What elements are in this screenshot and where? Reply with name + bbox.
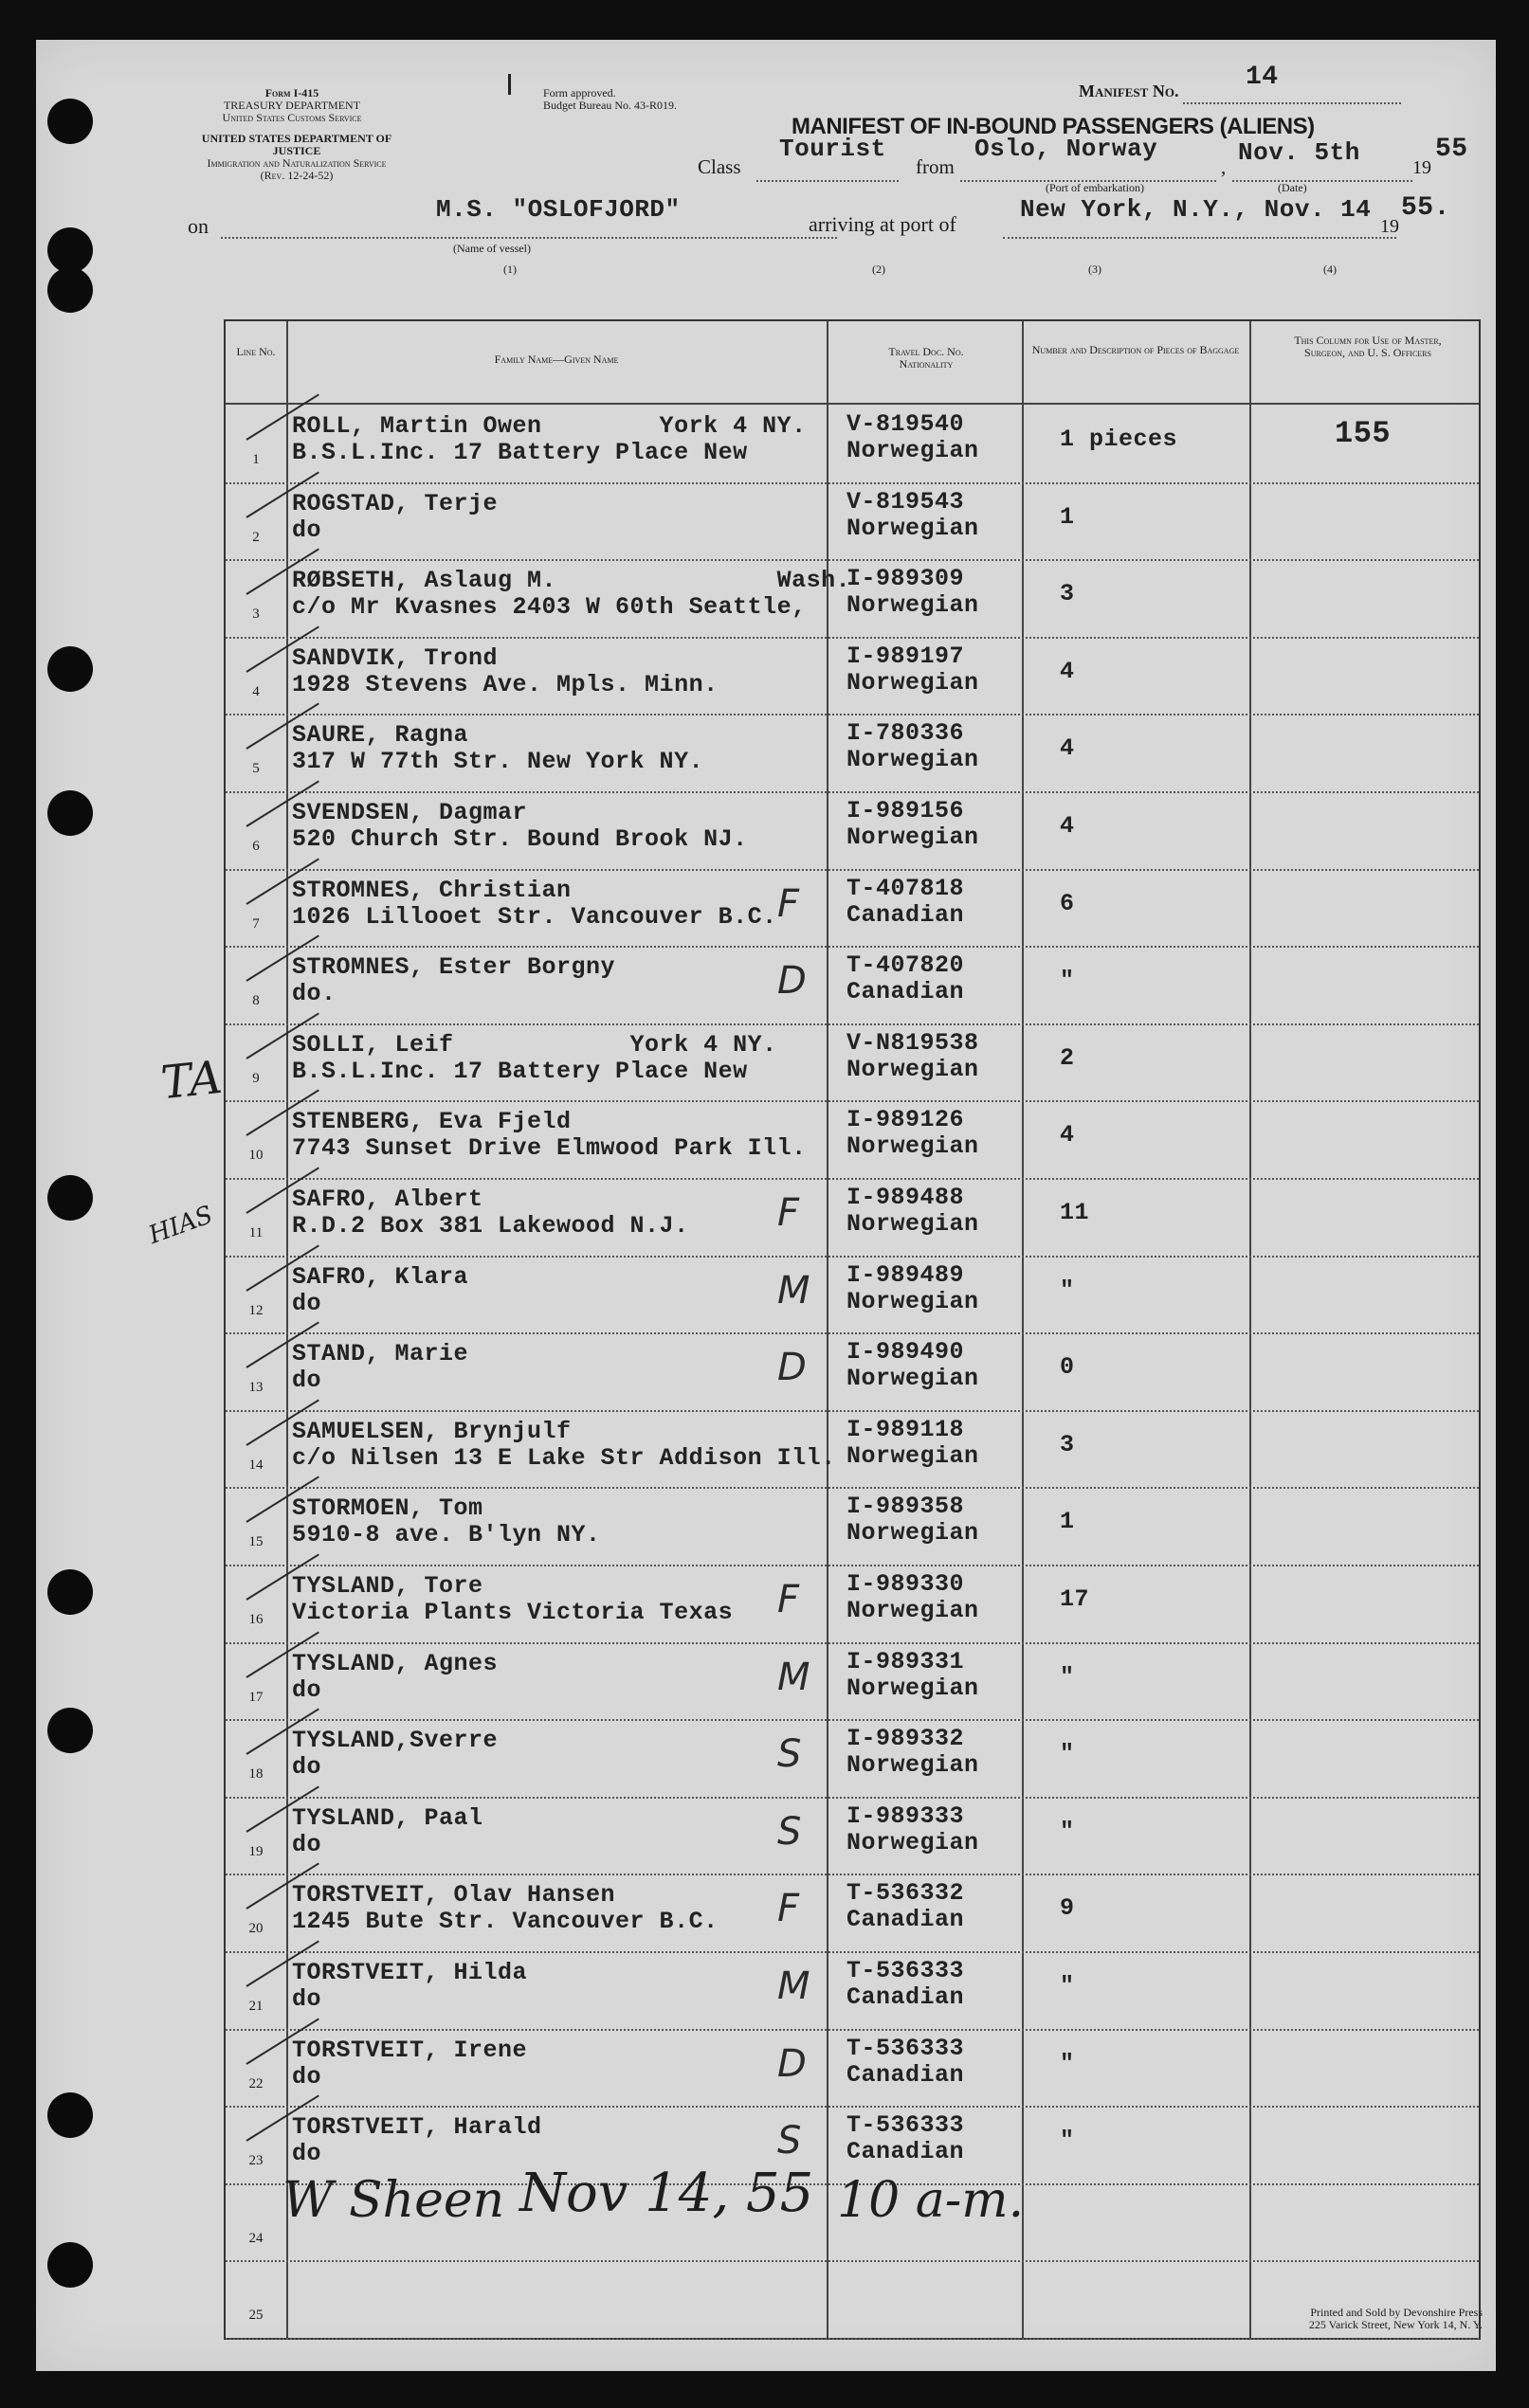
table-row xyxy=(226,1719,1479,1797)
line-number: 16 xyxy=(248,1612,264,1627)
signature-date: Nov 14, 55 xyxy=(519,2163,814,2224)
baggage-count: 4 xyxy=(1060,812,1075,840)
officer-note: 155 xyxy=(1335,416,1392,451)
doj-text: UNITED STATES DEPARTMENT OF JUSTICE xyxy=(201,132,392,157)
passenger-address: do xyxy=(292,2062,322,2091)
form-id: Form I-415 xyxy=(264,86,319,100)
travel-doc-number: I-989488 xyxy=(846,1184,965,1211)
table-row xyxy=(226,1642,1479,1720)
manifest-label: Manifest No. xyxy=(1079,81,1179,100)
travel-doc-number: T-536333 xyxy=(846,1957,965,1984)
class-value: Tourist xyxy=(779,135,886,163)
passenger-name: TYSLAND, Agnes xyxy=(292,1649,499,1677)
manifest-page: Form I-415 TREASURY DEPARTMENT United States Customs Service Form approved. Budget Bureau No. 43-R019. UNITED STATES DEPARTMENT OF JUSTICE Immigration and Naturalization Service (Rev. 12-24-52) Manifest No. 14 MANIFEST OF IN-BOUND PASSENGERS (ALIENS) Class Tourist from Oslo, Norway , Nov. 5th 19 55 (Port of embarkation) (Date) on M.S. "OSLOFJORD" (Name of vessel) arriving at port of New York, N.Y., Nov. 14 19 55. (1) (2) (3) (4) Line No. Family Name—Given Name Travel Doc. No. Nationality Number and Description of Pieces of Baggage This Column for Use of Master, Surgeon, and U. S. Officers 1 ROLL, Martin Owen York 4 NY. B.S.L.Inc. 17 Battery Place New V-819540 Norwegian 1 pieces 155 2 ROGSTAD, Terje do V-819543 Norwegian 1 3 RØBSETH, Aslaug M. Wash. c/o Mr Kvasnes 2403 W 60th Seattle, I-989309 Norwegian 3 4 SANDVIK, Trond 1928 Stevens Ave. Mpls. Minn. I-989197 Norwegian 4 5 SAURE, Ragna 317 W 77th Str. New York NY. I-780336 Norwegian 4 6 SVENDSEN, Dagmar 520 Church Str. Bound Brook NJ. I-989156 Norwegian 4 7 STROMNES, Christian 1026 Lillooet Str. Vancouver B.C. T-407818 Canadian 6 F 8 STROMNES, Ester Borgny do. T-407820 Canadian " D 9 SOLLI, Leif York 4 NY. B.S.L.Inc. 17 Battery Place New V-N819538 Norwegian 2 10 STENBERG, Eva Fjeld 7743 Sunset Drive Elmwood Park Ill. I-989126 Norwegian 4 11 SAFRO, Albert R.D.2 Box 381 Lakewood N.J. I-989488 Norwegian 11 F 12 SAFRO, Klara do I-989489 Norwegian " M 13 STAND, Marie do I-989490 Norwegian 0 D 14 SAMUELSEN, Brynjulf c/o Nilsen 13 E Lake Str Addison Ill. I-989118 Norwegian 3 15 STORMOEN, Tom 5910-8 ave. B'lyn NY. I-989358 Norwegian 1 16 TYSLAND, Tore Victoria Plants Victoria Texas I-989330 Norwegian 17 F 17 TYSLAND, Agnes do I-989331 Norwegian " M 18 TYSLAND,Sverre do I-989332 Norwegian " S 19 TYSLAND, Paal do I-989333 Norwegian " S 20 TORSTVEIT, Olav Hansen 1245 Bute Str. Vancouver B.C. T-536332 Canadian 9 F 21 TORSTVEIT, Hilda do T-536333 Canadian " M 22 TORSTVEIT, Irene do T-536333 Canadian " D 23 TORSTVEIT, Harald do T-536333 Canadian " S 24 25 TA HIAS W Sheen Nov 14, 55 10 a-m. Printed and Sold by Devonshire Press 225 Varick Street, New York 14, N. Y. xyxy=(36,40,1496,2371)
line-number: 25 xyxy=(248,2308,264,2324)
relationship-mark: F xyxy=(777,1887,800,1931)
header-travel-doc: Travel Doc. No. Nationality xyxy=(888,345,964,371)
relationship-mark: M xyxy=(777,1964,810,2008)
baggage-count: 17 xyxy=(1060,1585,1090,1613)
binder-hole xyxy=(47,1708,93,1753)
approval-text: Form approved. xyxy=(543,86,616,100)
arrival-port: New York, N.Y., Nov. 14 xyxy=(1020,195,1372,224)
date-caption: (Date) xyxy=(1278,181,1307,194)
col-num-4: (4) xyxy=(1323,263,1337,276)
nationality: Norwegian xyxy=(846,1674,979,1702)
table-row xyxy=(226,1797,1479,1874)
baggage-count: 4 xyxy=(1060,734,1075,763)
line-number: 12 xyxy=(248,1302,264,1318)
line-number: 7 xyxy=(252,915,260,932)
travel-doc-number: T-536333 xyxy=(846,2111,965,2140)
embark-year: 55 xyxy=(1435,135,1468,164)
table-row xyxy=(226,1023,1479,1101)
nationality: Canadian xyxy=(846,2060,965,2089)
travel-doc-number: T-536333 xyxy=(846,2034,965,2062)
table-row xyxy=(226,2029,1479,2107)
manifest-number: 14 xyxy=(1246,63,1279,92)
binder-hole xyxy=(47,267,93,313)
baggage-count: 9 xyxy=(1060,1894,1075,1923)
nationality: Norwegian xyxy=(846,1365,979,1393)
manifest-title: MANIFEST OF IN-BOUND PASSENGERS (ALIENS) xyxy=(792,114,1315,139)
printer-credit xyxy=(1170,2307,1483,2331)
from-value: Oslo, Norway xyxy=(974,135,1158,163)
passenger-address: 1928 Stevens Ave. Mpls. Minn. xyxy=(292,670,719,698)
baggage-count: 3 xyxy=(1060,1430,1075,1458)
officer-signature: W Sheen xyxy=(282,2172,505,2229)
printer-address: 225 Varick Street, New York 14, N. Y. xyxy=(1308,2318,1483,2331)
binder-hole xyxy=(47,1175,93,1221)
year-prefix: 19 xyxy=(1412,157,1431,178)
nationality: Norwegian xyxy=(846,1597,979,1624)
travel-doc-number: I-989197 xyxy=(846,642,965,670)
relationship-mark: M xyxy=(777,1268,810,1313)
passenger-name: SOLLI, Leif York 4 NY. xyxy=(292,1030,777,1059)
customs-service: United States Customs Service xyxy=(222,111,362,124)
passenger-name: TYSLAND,Sverre xyxy=(292,1727,499,1755)
nationality: Canadian xyxy=(846,1983,965,2011)
passenger-name: SAURE, Ragna xyxy=(292,721,469,750)
table-row xyxy=(226,791,1479,869)
col-num-3: (3) xyxy=(1088,263,1101,276)
baggage-count: " xyxy=(1060,1662,1075,1691)
baggage-count: 2 xyxy=(1060,1043,1075,1072)
travel-doc-number: I-989309 xyxy=(846,565,965,593)
col-num-1: (1) xyxy=(503,263,517,276)
table-row xyxy=(226,1874,1479,1951)
doj-header xyxy=(178,133,415,182)
table-row xyxy=(226,637,1479,715)
passenger-name: STENBERG, Eva Fjeld xyxy=(292,1108,572,1136)
travel-doc-number: T-536332 xyxy=(846,1879,965,1908)
table-row xyxy=(226,1565,1479,1642)
passenger-address: do xyxy=(292,1367,322,1395)
line-number: 24 xyxy=(248,2230,264,2246)
passenger-address: 5910-8 ave. B'lyn NY. xyxy=(292,1521,601,1549)
arrival-year: 55. xyxy=(1401,193,1450,223)
table-row xyxy=(226,714,1479,791)
nationality: Norwegian xyxy=(846,668,979,697)
nationality: Canadian xyxy=(846,2138,965,2166)
travel-doc-number: T-407820 xyxy=(846,951,965,980)
line-number: 19 xyxy=(248,1843,264,1859)
ins-text: Immigration and Naturalization Service xyxy=(207,156,387,170)
form-header-left xyxy=(188,87,396,124)
line-number: 17 xyxy=(248,1689,264,1705)
passenger-address: Victoria Plants Victoria Texas xyxy=(292,1599,734,1626)
nationality: Norwegian xyxy=(846,437,979,464)
travel-doc-number: I-989332 xyxy=(846,1725,965,1753)
passenger-name: SANDVIK, Trond xyxy=(292,643,499,672)
relationship-mark: D xyxy=(777,1346,807,1390)
table-row xyxy=(226,1951,1479,2029)
line-number: 9 xyxy=(252,1070,260,1086)
passenger-address: 520 Church Str. Bound Brook NJ. xyxy=(292,825,748,853)
table-row xyxy=(226,559,1479,637)
travel-doc-number: T-407818 xyxy=(846,874,965,902)
binder-hole xyxy=(47,1569,93,1615)
col-num-2: (2) xyxy=(872,263,885,276)
line-number: 5 xyxy=(252,761,260,777)
passenger-name: STORMOEN, Tom xyxy=(292,1494,483,1523)
passenger-address: do xyxy=(292,1753,322,1782)
passenger-name: TYSLAND, Paal xyxy=(292,1803,483,1832)
travel-doc-number: I-989330 xyxy=(846,1570,965,1598)
table-row xyxy=(226,869,1479,947)
table-row xyxy=(226,1332,1479,1410)
embark-date: Nov. 5th xyxy=(1238,138,1360,167)
line-number: 23 xyxy=(248,2153,264,2169)
travel-doc-number: V-819540 xyxy=(846,410,965,438)
nationality: Norwegian xyxy=(846,1519,979,1548)
nationality: Canadian xyxy=(846,900,965,929)
nationality: Norwegian xyxy=(846,1441,979,1470)
passenger-address: c/o Nilsen 13 E Lake Str Addison Ill. xyxy=(292,1443,836,1472)
baggage-count: 6 xyxy=(1060,889,1075,917)
line-number: 10 xyxy=(248,1148,264,1164)
passenger-address: do xyxy=(292,1289,322,1317)
passenger-name: TYSLAND, Tore xyxy=(292,1572,483,1600)
row-divider xyxy=(226,2338,1479,2340)
passenger-address: 7743 Sunset Drive Elmwood Park Ill. xyxy=(292,1134,807,1163)
passenger-name: STROMNES, Christian xyxy=(292,876,572,904)
printer-name: Printed and Sold by Devonshire Press xyxy=(1310,2306,1483,2319)
line-number: 3 xyxy=(252,607,260,623)
passenger-address: do xyxy=(292,1985,322,2013)
passenger-name: TORSTVEIT, Irene xyxy=(292,2036,528,2064)
class-label: Class xyxy=(698,155,741,178)
line-number: 22 xyxy=(248,2075,264,2091)
binder-hole xyxy=(47,790,93,836)
baggage-count: 4 xyxy=(1060,657,1075,685)
passenger-name: TORSTVEIT, Harald xyxy=(292,2113,542,2142)
passenger-address: B.S.L.Inc. 17 Battery Place New xyxy=(292,1057,748,1085)
on-label: on xyxy=(188,214,209,238)
divider-mark xyxy=(508,74,511,95)
binder-hole xyxy=(47,99,93,144)
budget-bureau: Budget Bureau No. 43-R019. xyxy=(543,99,677,112)
nationality: Norwegian xyxy=(846,1828,979,1856)
relationship-mark: M xyxy=(777,1655,810,1699)
nationality: Norwegian xyxy=(846,824,979,851)
table-row xyxy=(226,405,1479,482)
table-row xyxy=(226,1100,1479,1178)
travel-doc-number: I-989333 xyxy=(846,1801,965,1830)
baggage-count: " xyxy=(1060,967,1075,995)
travel-doc-number: V-N819538 xyxy=(846,1028,979,1057)
nationality: Norwegian xyxy=(846,1210,979,1238)
passenger-address: do xyxy=(292,2140,322,2168)
baggage-count: 1 xyxy=(1060,1508,1075,1536)
passenger-table xyxy=(224,319,1481,2340)
line-number: 8 xyxy=(252,993,260,1009)
travel-doc-number: I-989331 xyxy=(846,1647,965,1675)
treasury-dept: TREASURY DEPARTMENT xyxy=(223,99,361,112)
binder-hole xyxy=(47,227,93,273)
line-number: 14 xyxy=(248,1457,264,1473)
relationship-mark: F xyxy=(777,881,800,926)
nationality: Norwegian xyxy=(846,514,979,542)
travel-doc-number: I-989489 xyxy=(846,1260,965,1289)
relationship-mark: S xyxy=(777,2119,802,2164)
passenger-name: SAMUELSEN, Brynjulf xyxy=(292,1417,572,1445)
baggage-count: " xyxy=(1060,1740,1075,1768)
passenger-name: SAFRO, Klara xyxy=(292,1262,469,1291)
line-number: 6 xyxy=(252,839,260,854)
travel-doc-number: I-989358 xyxy=(846,1493,965,1521)
passenger-address: 317 W 77th Str. New York NY. xyxy=(292,748,704,776)
table-row xyxy=(226,1178,1479,1256)
baggage-count: 4 xyxy=(1060,1121,1075,1150)
passenger-name: RØBSETH, Aslaug M. Wash. xyxy=(292,567,851,595)
header-line-no: Line No. xyxy=(236,345,276,358)
vessel-caption: (Name of vessel) xyxy=(453,242,531,255)
line-number: 2 xyxy=(252,529,260,545)
travel-doc-number: I-989490 xyxy=(846,1338,965,1367)
binder-hole xyxy=(47,2242,93,2288)
passenger-address: R.D.2 Box 381 Lakewood N.J. xyxy=(292,1212,689,1240)
passenger-address: c/o Mr Kvasnes 2403 W 60th Seattle, xyxy=(292,593,807,622)
baggage-count: " xyxy=(1060,1972,1075,2000)
passenger-address: B.S.L.Inc. 17 Battery Place New xyxy=(292,439,748,466)
line-number: 4 xyxy=(252,683,260,699)
arriving-label: arriving at port of xyxy=(809,212,956,236)
nationality: Norwegian xyxy=(846,1132,979,1161)
arrival-year-prefix: 19 xyxy=(1380,216,1399,237)
nationality: Canadian xyxy=(846,1906,965,1934)
signature-time: 10 a-m. xyxy=(837,2172,1025,2229)
passenger-name: ROGSTAD, Terje xyxy=(292,489,499,517)
line-number: 18 xyxy=(248,1766,264,1783)
nationality: Norwegian xyxy=(846,1287,979,1315)
vessel-name: M.S. "OSLOFJORD" xyxy=(436,195,681,224)
passenger-name: TORSTVEIT, Hilda xyxy=(292,1959,528,1986)
relationship-mark: S xyxy=(777,1732,802,1777)
line-number: 13 xyxy=(248,1380,264,1396)
baggage-count: " xyxy=(1060,2049,1075,2077)
table-row xyxy=(226,1256,1479,1333)
baggage-count: 0 xyxy=(1060,1353,1075,1382)
nationality: Norwegian xyxy=(846,591,979,620)
travel-doc-number: I-989118 xyxy=(846,1415,965,1443)
form-approval xyxy=(543,87,677,112)
passenger-name: SVENDSEN, Dagmar xyxy=(292,799,528,826)
relationship-mark: D xyxy=(777,2041,807,2086)
header-baggage: Number and Description of Pieces of Baggage xyxy=(1031,343,1240,356)
passenger-address: 1026 Lillooet Str. Vancouver B.C. xyxy=(292,902,777,931)
baggage-count: " xyxy=(1060,1276,1075,1304)
travel-doc-number: V-819543 xyxy=(846,487,965,516)
travel-doc-number: I-780336 xyxy=(846,719,965,748)
passenger-name: STAND, Marie xyxy=(292,1340,469,1368)
passenger-name: STROMNES, Ester Borgny xyxy=(292,953,616,982)
relationship-mark: F xyxy=(777,1578,800,1621)
passenger-address: do. xyxy=(292,980,337,1008)
table-row xyxy=(226,946,1479,1023)
baggage-count: " xyxy=(1060,1817,1075,1845)
passenger-name: ROLL, Martin Owen York 4 NY. xyxy=(292,412,807,440)
table-row xyxy=(226,1410,1479,1488)
rev-text: (Rev. 12-24-52) xyxy=(260,169,334,182)
margin-note-hias: HIAS xyxy=(144,1201,217,1250)
relationship-mark: F xyxy=(777,1191,800,1235)
table-row xyxy=(226,1487,1479,1565)
passenger-address: 1245 Bute Str. Vancouver B.C. xyxy=(292,1908,719,1936)
line-number: 20 xyxy=(248,1921,264,1937)
line-number: 15 xyxy=(248,1534,264,1550)
line-number: 11 xyxy=(248,1225,264,1240)
nationality: Norwegian xyxy=(846,746,979,774)
baggage-count: 11 xyxy=(1060,1199,1090,1226)
header-officers: This Column for Use of Master, Surgeon, and U. S. Officers xyxy=(1294,334,1442,359)
passenger-name: TORSTVEIT, Olav Hansen xyxy=(292,1881,616,1910)
passenger-address: do xyxy=(292,1830,322,1858)
passenger-name: SAFRO, Albert xyxy=(292,1186,483,1213)
baggage-count: 3 xyxy=(1060,580,1075,608)
nationality: Norwegian xyxy=(846,1055,979,1083)
relationship-mark: S xyxy=(777,1809,802,1854)
margin-note-ta: TA xyxy=(158,1050,225,1111)
passenger-address: do xyxy=(292,1675,322,1704)
baggage-count: 1 pieces xyxy=(1060,425,1178,453)
binder-hole xyxy=(47,646,93,692)
passenger-address: do xyxy=(292,516,322,544)
table-row xyxy=(226,482,1479,560)
nationality: Norwegian xyxy=(846,1751,979,1780)
baggage-count: 1 xyxy=(1060,502,1075,531)
header-name: Family Name—Given Name xyxy=(494,353,619,366)
baggage-count: " xyxy=(1060,2127,1075,2155)
nationality: Canadian xyxy=(846,978,965,1006)
travel-doc-number: I-989126 xyxy=(846,1106,965,1134)
line-number: 1 xyxy=(252,452,260,467)
binder-hole xyxy=(47,2092,93,2138)
line-number: 21 xyxy=(248,1999,264,2014)
travel-doc-number: I-989156 xyxy=(846,797,965,824)
port-embark-caption: (Port of embarkation) xyxy=(1046,181,1144,194)
relationship-mark: D xyxy=(777,959,807,1004)
from-label: from xyxy=(916,155,955,178)
